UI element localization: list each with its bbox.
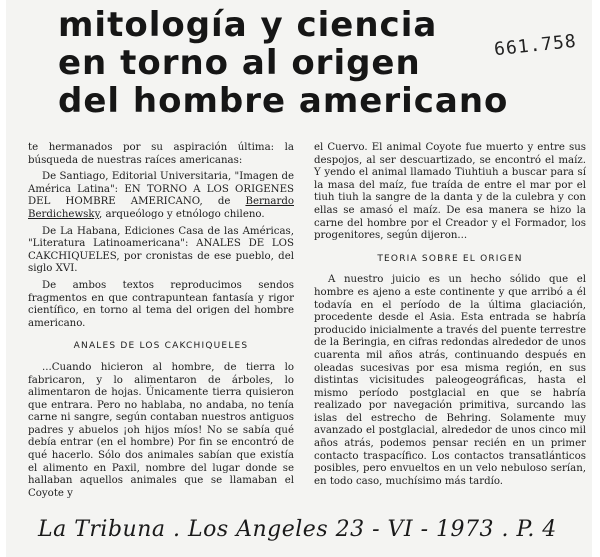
author-description: , arqueólogo y etnólogo chileno. <box>98 208 265 220</box>
left-paragraph-4: De ambos textos reproducimos sendos fragmentos en que contrapuntean fantasía y rigor científico, en torno al tema del origen del hombre americano. <box>28 279 294 329</box>
subheading-teoria: TEORIA SOBRE EL ORIGEN <box>377 253 523 264</box>
left-column <box>28 142 294 504</box>
headline-line-1: mitología y ciencia <box>58 5 438 45</box>
handwritten-source-note: La Tribuna . Los Angeles 23 - VI - 1973 . P. 4 <box>38 517 557 542</box>
article-headline <box>58 6 578 120</box>
newspaper-clipping <box>6 0 592 557</box>
right-paragraph-1: el Cuervo. El animal Coyote fue muerto y entre sus despojos, al ser descuartizado, se encontró el maíz. Y yendo el animal llamado Tiuhtiuh a buscar para sí la masa del maíz, fue traída de entre el mar por el tiuh tiuh la sangre de la danta y de la culebra y con ellas se amasó el maíz. De esa manera se hizo la carne del hombre por el Creador y el Formador, los progenitores, según dijeron... <box>314 142 586 242</box>
right-paragraph-2: A nuestro juicio es un hecho sólido que el hombre es ajeno a este continente y que arribó a él todavía en el período de la última glaciación, procedente desde el Asia. Esta entrada se habría producido inicialmente a través del puente terrestre de la Beringia, en cifras redondas alrededor de unos cuarenta mil años atrás, continuando después en oleadas sucesivas por esa misma región, en sus distintas vicisitudes paleogeográficas, hasta el mismo período postglacial en que se habría realizado por navegación primitiva, surcando las islas del estrecho de Behring. Solamente muy avanzado el postglacial, alrededor de unos cinco mil años atrás, podemos pensar recién en un primer contacto traspacífico. Los contactos transatlánticos posibles, pero envueltos en un velo nebuloso serían, en todo caso, muchísimo más tardío. <box>314 274 586 487</box>
left-paragraph-5: ...Cuando hicieron al hombre, de tierra lo fabricaron, y lo alimentaron de árboles, lo alimentaron de hojas. Únicamente tierra quisieron que entrara. Pero no hablaba, no andaba, no tenía carne ni sangre, según contaban nuestros antiguos padres y abuelos ¡oh hijos míos! No se sabía qué debía entrar (en el hombre) Por fin se encontró de qué hacerlo. Sólo dos animales sabían que existía el alimento en Paxil, nombre del lugar donde se hallaban aquellos animales que se llamaban el Coyote y <box>28 361 294 499</box>
headline-line-3: del hombre americano <box>58 81 509 121</box>
headline-line-2: en torno al origen <box>58 43 421 83</box>
left-paragraph-2 <box>28 171 294 221</box>
left-paragraph-3: De La Habana, Ediciones Casa de las Américas, "Literatura Latinoamericana": ANALES DE LOS CAKCHIQUELES, por cronistas de ese pueblo, del siglo XVI. <box>28 225 294 275</box>
right-column <box>314 142 586 492</box>
source-santiago: De Santiago, Editorial Universitaria, "Imagen de América Latina": EN TORNO A LOS ORIGENES DEL HOMBRE AMERICANO, de <box>28 171 294 208</box>
left-paragraph-1: te hermanados por su aspiración última: la búsqueda de nuestras raíces americanas: <box>28 142 294 166</box>
handwritten-catalog-number: 661.758 <box>493 30 578 61</box>
author-name: Bernardo Berdichewsky <box>28 196 294 220</box>
subheading-anales: ANALES DE LOS CAKCHIQUELES <box>73 341 249 352</box>
